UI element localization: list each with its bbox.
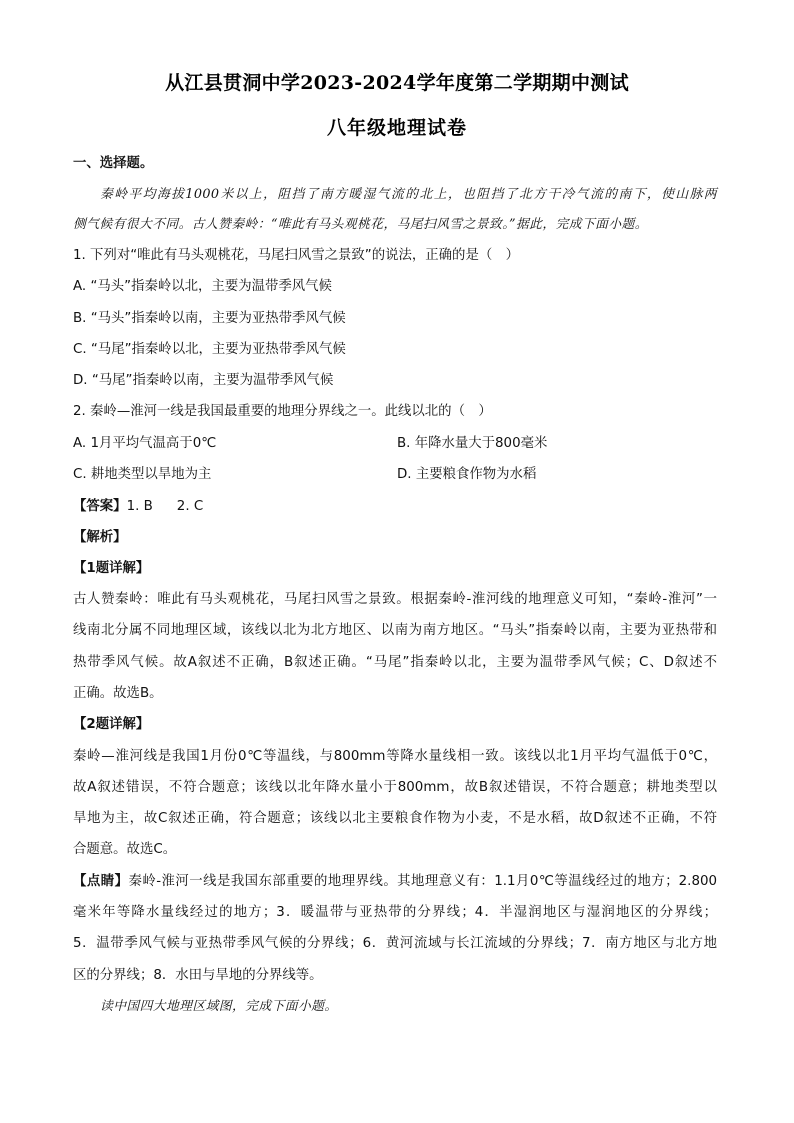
detail-2-line-2: 故A叙述错误，不符合题意；该线以北年降水量小于800mm，故B叙述错误，不符合题意；耕地类型以 <box>73 780 717 795</box>
question-2-option-a: A. 1月平均气温高于0℃ <box>73 436 217 451</box>
analysis-label: 【解析】 <box>73 530 127 545</box>
question-1-option-d: D. “马尾”指秦岭以南，主要为温带季风气候 <box>73 373 334 388</box>
exam-subtitle: 八年级地理试卷 <box>326 117 467 139</box>
highlight-line-4: 区的分界线；8．水田与旱地的分界线等。 <box>73 968 323 983</box>
highlight-text-1: 秦岭-淮河一线是我国东部重要的地理界线。其地理意义有：1.1月0℃等温线经过的地方；2.800 <box>128 874 717 889</box>
highlight-line-2: 毫米年等降水量线经过的地方；3．暖温带与亚热带的分界线；4．半湿润地区与湿润地区的分界线； <box>73 905 717 920</box>
passage-line-2: 侧气候有很大不同。古人赞秦岭：“唯此有马头观桃花，马尾扫风雪之景致。”据此，完成下面小题。 <box>73 217 648 232</box>
question-1-option-c: C. “马尾”指秦岭以北，主要为亚热带季风气候 <box>73 342 346 357</box>
answer-1: 1. B <box>126 499 153 514</box>
passage-line-1: 秦岭平均海拔1000米以上，阻挡了南方暖湿气流的北上，也阻挡了北方干冷气流的南下，使山脉两 <box>100 187 717 202</box>
detail-2-line-3: 旱地为主，故C叙述正确，符合题意；该线以北主要粮食作物为小麦，不是水稻，故D叙述不正确，不符 <box>73 811 717 826</box>
detail-1-label: 【1题详解】 <box>73 561 150 576</box>
highlight-label: 【点睛】 <box>73 874 129 889</box>
question-2-option-d: D. 主要粮食作物为水稻 <box>397 467 537 482</box>
question-2-option-c: C. 耕地类型以旱地为主 <box>73 467 212 482</box>
question-1-stem: 1. 下列对“唯此有马头观桃花，马尾扫风雪之景致”的说法，正确的是（ ） <box>73 248 520 263</box>
detail-1-line-3: 热带季风气候。故A叙述不正确，B叙述正确。“马尾”指秦岭以北，主要为温带季风气候；C、D叙述不 <box>73 655 717 670</box>
next-passage: 读中国四大地理区域图，完成下面小题。 <box>100 999 338 1014</box>
answer-2: 2. C <box>176 499 204 514</box>
answer-label: 【答案】 <box>73 499 127 514</box>
exam-title: 从江县贯洞中学2023-2024学年度第二学期期中测试 <box>165 72 629 94</box>
detail-1-line-2: 线南北分属不同地理区域，该线以北为北方地区、以南为南方地区。“马头”指秦岭以南，主要为亚热带和 <box>73 623 717 638</box>
section-heading: 一、选择题。 <box>73 156 154 171</box>
highlight-line-1 <box>73 870 717 889</box>
question-1-option-b: B. “马头”指秦岭以南，主要为亚热带季风气候 <box>73 311 346 326</box>
detail-1-line-4: 正确。故选B。 <box>73 686 163 701</box>
question-2-option-b: B. 年降水量大于800毫米 <box>397 436 548 451</box>
answer-row <box>73 495 203 514</box>
detail-2-line-1: 秦岭—淮河线是我国1月份0℃等温线，与800mm等降水量线相一致。该线以北1月平均气温低于0℃， <box>73 749 717 764</box>
highlight-line-3: 5．温带季风气候与亚热带季风气候的分界线；6．黄河流域与长江流域的分界线；7．南方地区与北方地 <box>73 936 717 951</box>
question-2-stem: 2. 秦岭—淮河一线是我国最重要的地理分界线之一。此线以北的（ ） <box>73 404 492 419</box>
detail-1-line-1: 古人赞秦岭：唯此有马头观桃花，马尾扫风雪之景致。根据秦岭-淮河线的地理意义可知，“秦岭-淮河”一 <box>73 592 717 607</box>
detail-2-line-4: 合题意。故选C。 <box>73 842 177 857</box>
detail-2-label: 【2题详解】 <box>73 717 150 732</box>
question-1-option-a: A. “马头”指秦岭以北，主要为温带季风气候 <box>73 279 332 294</box>
